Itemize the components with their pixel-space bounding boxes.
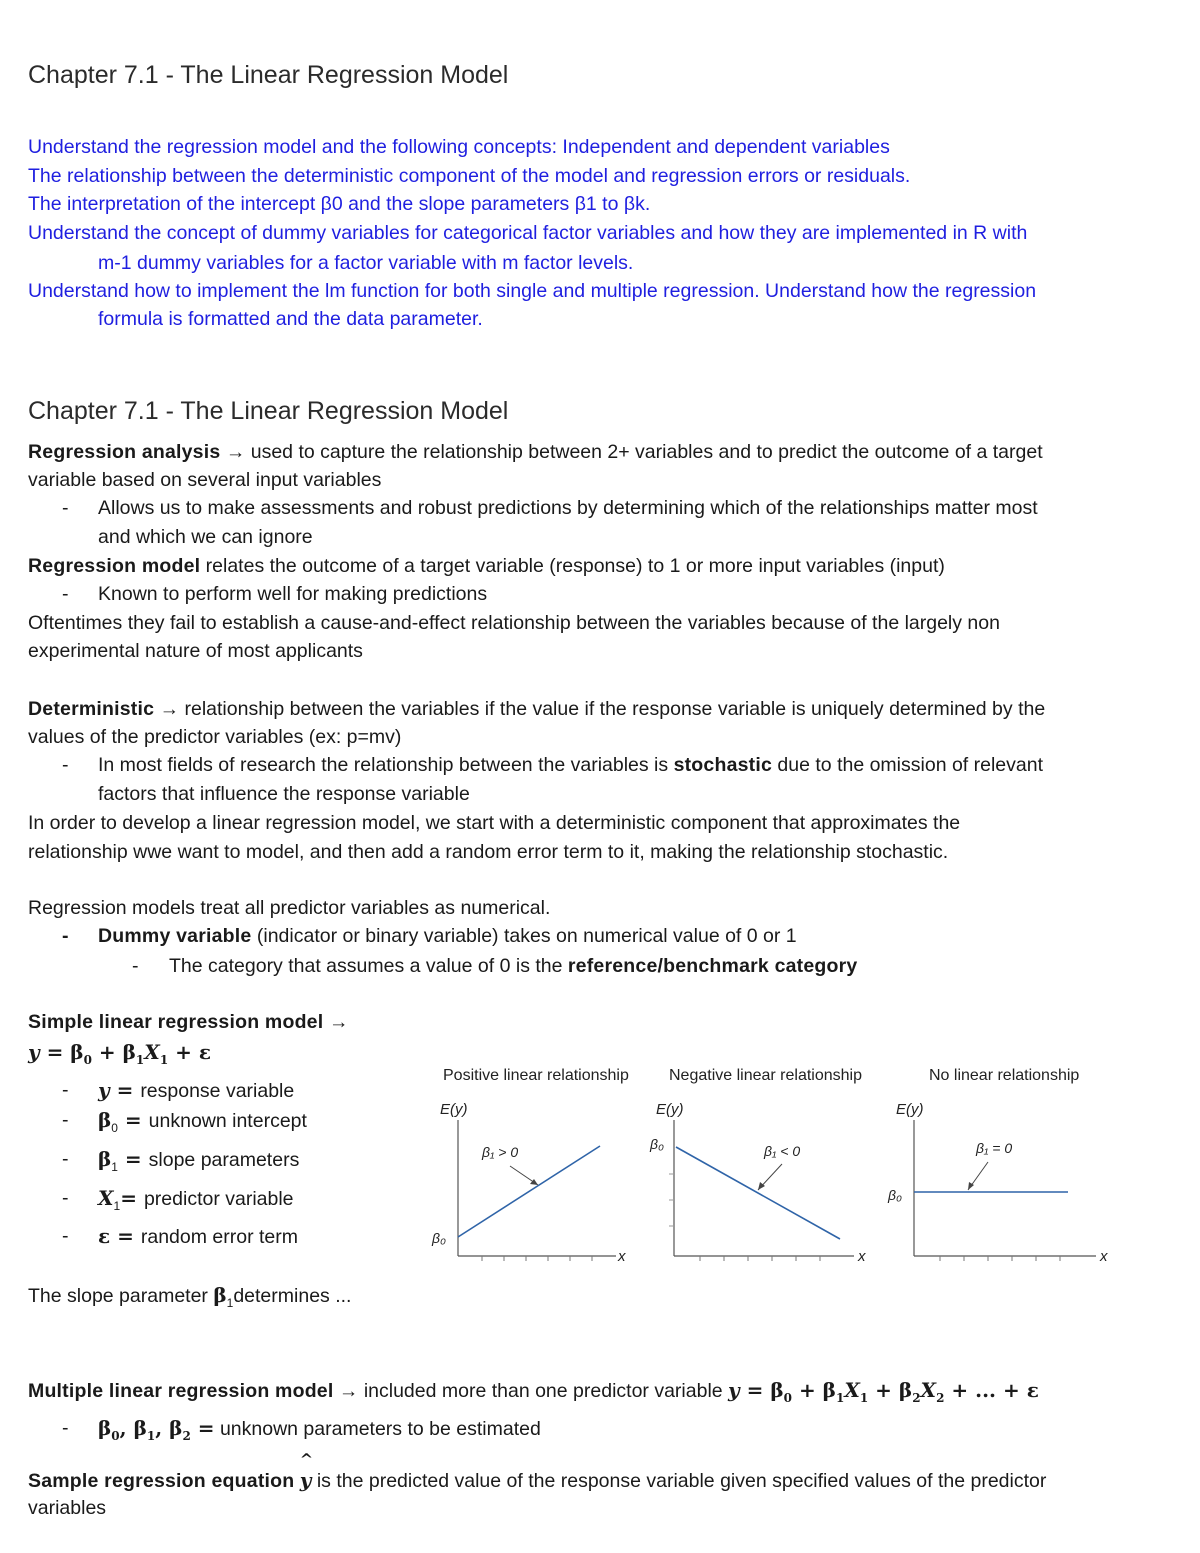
deterministic-line2: values of the predictor variables (ex: p=mv) [28, 726, 402, 748]
objective-item: Understand the concept of dummy variables for categorical factor variables and how they are implemented in R with [28, 222, 1028, 244]
bullet-text [98, 754, 1043, 777]
x-axis-label: x [618, 1248, 626, 1265]
deterministic-text: → relationship between the variables if the value if the response variable is uniquely determined by the [154, 698, 1046, 720]
slope-annotation: β₁ < 0 [764, 1143, 801, 1159]
bullet-dash: - [62, 583, 69, 605]
intercept-label: β₀ [650, 1136, 664, 1152]
definition-item: ε = random error term [98, 1224, 298, 1248]
sample-regression-line [28, 1450, 1047, 1493]
sub-bullet-pre: The category that assumes a value of 0 is the [169, 955, 568, 977]
bullet-dash: - [62, 1109, 69, 1131]
x-axis-label: x [858, 1248, 866, 1265]
paragraph-line: experimental nature of most applicants [28, 640, 363, 662]
intercept-label: β₀ [432, 1230, 446, 1246]
bullet-text-continued: factors that influence the response variable [98, 783, 470, 805]
stochastic-term: stochastic [673, 754, 773, 776]
objective-item: The interpretation of the intercept β0 and the slope parameters β1 to βk. [28, 193, 651, 215]
dummy-variable-term: Dummy variable [98, 925, 252, 947]
bullet-dash: - [62, 1417, 69, 1439]
objective-item: The relationship between the deterministic component of the model and regression errors or residuals. [28, 165, 911, 187]
relationship-graphs [420, 1090, 1120, 1270]
bullet-text: Known to perform well for making predictions [98, 583, 488, 605]
dummy-variable-text: (indicator or binary variable) takes on numerical value of 0 or 1 [251, 925, 797, 947]
definition-item: y = response variable [98, 1078, 295, 1102]
sub-bullet-dash: - [132, 955, 139, 977]
section-heading: Chapter 7.1 - The Linear Regression Model [28, 397, 509, 425]
bullet-text: Allows us to make assessments and robust predictions by determining which of the relationships matter most [98, 497, 1038, 519]
sample-regression-text: is the predicted value of the response variable given specified values of the predictor [311, 1470, 1047, 1492]
simple-regression-equation: $y = \beta_0 + \beta_1X_1 + \varepsilon$ [28, 1040, 212, 1067]
bullet-text [98, 925, 797, 948]
regression-model-text: relates the outcome of a target variable (response) to 1 or more input variables (input) [200, 555, 945, 577]
reference-category-term: reference/benchmark category [567, 955, 858, 977]
graph-none [887, 1101, 1108, 1265]
simple-regression-heading: Simple linear regression model → [28, 1011, 349, 1033]
graph-title-positive: Positive linear relationship [443, 1067, 629, 1084]
regression-analysis-line2: variable based on several input variables [28, 469, 382, 491]
deterministic-line [28, 698, 1045, 721]
definition-item: $\beta_0$ = unknown intercept [98, 1108, 307, 1135]
graph-title-none: No linear relationship [929, 1067, 1080, 1084]
eq-y: y [28, 1040, 40, 1064]
paragraph-line: Regression models treat all predictor variables as numerical. [28, 897, 551, 919]
regression-line-positive [458, 1146, 600, 1237]
x-ticks [940, 1256, 1060, 1261]
page-title: Chapter 7.1 - The Linear Regression Model [28, 61, 509, 89]
bullet-dash: - [62, 925, 69, 947]
regression-analysis-line [28, 441, 1043, 464]
regression-analysis-text: → used to capture the relationship between 2+ variables and to predict the outcome of a target [220, 441, 1043, 463]
bullet-dash: - [62, 497, 69, 519]
objective-item: Understand the regression model and the following concepts: Independent and dependent variables [28, 136, 890, 158]
y-axis-label: E(y) [440, 1101, 468, 1118]
regression-analysis-term: Regression analysis [28, 441, 221, 463]
bullet-dash: - [62, 1148, 69, 1170]
parameters-item: $\beta_0$, $\beta_1$, $\beta_2$ = unknown parameters to be estimated [98, 1416, 541, 1443]
objective-item-continued: formula is formatted and the data parameter. [98, 308, 483, 330]
paragraph-line: Oftentimes they fail to establish a cause-and-effect relationship between the variables because of the largely non [28, 612, 1000, 634]
bullet-dash: - [62, 1079, 69, 1101]
y-axis-label: E(y) [656, 1101, 684, 1118]
multiple-regression-line [28, 1378, 1039, 1405]
x-axis-label: x [1100, 1248, 1108, 1265]
definition-item: $\beta_1$ = slope parameters [98, 1147, 300, 1174]
x-ticks [482, 1256, 592, 1261]
bullet-dash: - [62, 754, 69, 776]
slope-annotation: β₁ > 0 [482, 1144, 519, 1160]
bullet-pre: In most fields of research the relationship between the variables is [98, 754, 674, 776]
slope-parameter-line: The slope parameter $\beta_1determines$ ... [28, 1283, 352, 1310]
bullet-dash: - [62, 1187, 69, 1209]
sample-regression-line2: variables [28, 1497, 107, 1519]
bullet-text-continued: and which we can ignore [98, 526, 313, 548]
multiple-regression-term: Multiple linear regression model [28, 1380, 334, 1402]
definition-item: $X_1=$ predictor variable [98, 1186, 294, 1213]
regression-line-negative [676, 1147, 840, 1239]
x-ticks [700, 1256, 820, 1261]
graph-positive [431, 1101, 626, 1265]
y-axis-label: E(y) [896, 1101, 924, 1118]
graph-negative [649, 1101, 866, 1265]
deterministic-term: Deterministic [28, 698, 155, 720]
regression-model-term: Regression model [28, 555, 201, 577]
multiple-regression-text: → included more than one predictor variable [333, 1380, 729, 1402]
sub-bullet-text [169, 955, 857, 978]
graph-title-negative: Negative linear relationship [669, 1067, 862, 1084]
y-ticks [669, 1174, 674, 1226]
slope-annotation: β₁ = 0 [976, 1140, 1013, 1156]
sample-regression-term: Sample regression equation [28, 1470, 295, 1492]
bullet-dash: - [62, 1225, 69, 1247]
multiple-regression-equation: $y = \beta_0 + \beta_1X_1 + \beta_2X_2$ + ... + ε [728, 1378, 1039, 1405]
regression-model-line [28, 555, 945, 578]
objective-item-continued: m-1 dummy variables for a factor variable with m factor levels. [98, 252, 634, 274]
paragraph-line: In order to develop a linear regression model, we start with a deterministic component that approximates the [28, 812, 961, 834]
bullet-post: due to the omission of relevant [772, 754, 1044, 776]
objective-item: Understand how to implement the lm function for both single and multiple regression. Understand how the regression [28, 280, 1037, 302]
y-hat-symbol: y ^ [299, 1450, 314, 1492]
intercept-label: β₀ [888, 1187, 902, 1203]
paragraph-line: relationship wwe want to model, and then add a random error term to it, making the relationship stochastic. [28, 841, 949, 863]
